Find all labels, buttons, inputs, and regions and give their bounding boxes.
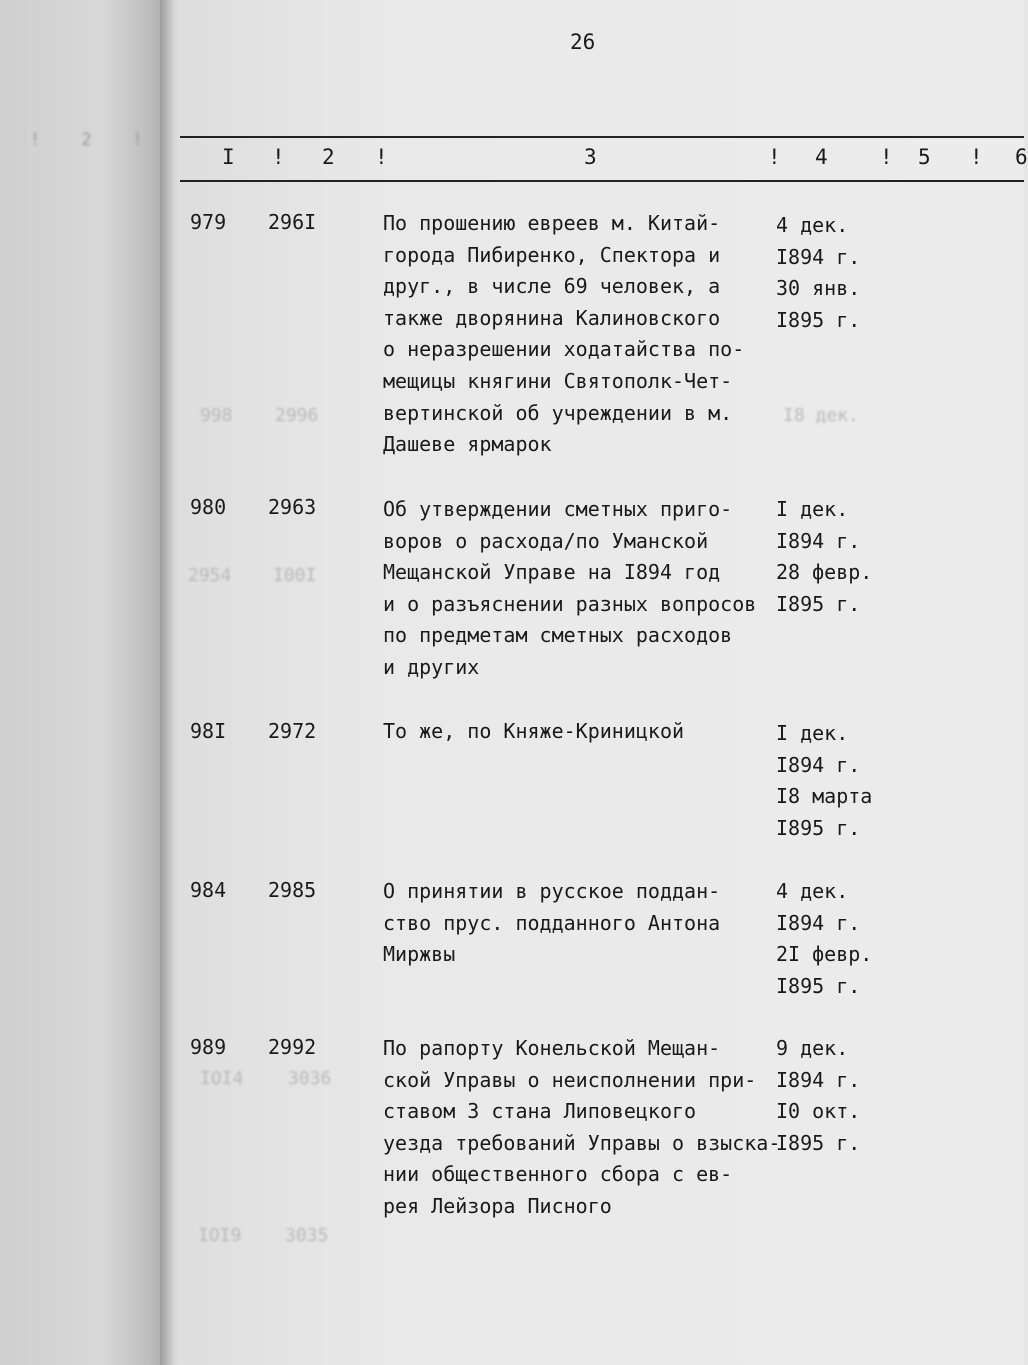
- description-line: ставом 3 стана Липовецкого: [383, 1099, 697, 1124]
- facing-page-header-fragment: [30, 130, 143, 150]
- header-col-6: 6: [1015, 145, 1028, 169]
- description-line: О принятии в русское поддан-: [383, 879, 721, 903]
- header-sep: !: [272, 145, 285, 169]
- facing-page-col: 2: [81, 130, 92, 150]
- description-line: Дашеве ярмарок: [383, 432, 552, 457]
- header-sep: !: [970, 145, 983, 169]
- date-line: I дек.: [776, 497, 849, 521]
- bleed-text: 998: [200, 405, 233, 426]
- entry-description: [383, 1033, 813, 1223]
- description-line: рея Лейзора Писного: [383, 1193, 612, 1218]
- description-line: По рапорту Конельской Мещан-: [383, 1036, 721, 1060]
- description-line: друг., в числе 69 человек, а: [383, 274, 721, 299]
- entry-number: 980: [190, 495, 227, 519]
- bleed-text: IOI4: [200, 1068, 244, 1089]
- entry-description: [383, 716, 813, 748]
- description-line: По прошению евреев м. Китай-: [383, 211, 721, 235]
- header-sep: !: [375, 145, 388, 169]
- header-sep: !: [880, 145, 893, 169]
- date-line: I0 окт.: [776, 1099, 861, 1124]
- header-col-4: 4: [815, 145, 828, 169]
- entry-number: 989: [190, 1035, 227, 1059]
- description-line: также дворянина Калиновского: [383, 305, 721, 330]
- entry-description: [383, 494, 813, 684]
- header-col-1: I: [222, 145, 235, 169]
- date-line: I8 марта: [776, 784, 873, 809]
- header-rule-bottom: [180, 180, 1024, 182]
- case-number: 2992: [268, 1035, 317, 1059]
- header-sep: !: [768, 145, 781, 169]
- date-line: I894 г.: [776, 244, 861, 269]
- description-line: То же, по Княже-Криницкой: [383, 719, 685, 743]
- description-line: и других: [383, 654, 480, 679]
- date-line: I895 г.: [776, 591, 861, 616]
- bleed-text: I00I: [273, 565, 317, 586]
- description-line: ской Управы о неисполнении при-: [383, 1067, 757, 1092]
- description-line: воров о расхода/по Уманской: [383, 528, 709, 553]
- date-line: I894 г.: [776, 528, 861, 553]
- date-line: 28 февр.: [776, 560, 873, 585]
- date-line: I895 г.: [776, 815, 861, 840]
- date-line: I895 г.: [776, 1130, 861, 1155]
- case-number: 2972: [268, 719, 317, 743]
- date-line: 4 дек.: [776, 879, 849, 903]
- book-gutter: [160, 0, 182, 1365]
- date-line: 4 дек.: [776, 213, 849, 237]
- bleed-text: 2954: [188, 565, 232, 586]
- date-line: 30 янв.: [776, 276, 861, 301]
- entry-dates: [776, 1033, 906, 1159]
- case-number: 296I: [268, 210, 317, 234]
- date-line: I894 г.: [776, 752, 861, 777]
- description-line: по предметам сметных расходов: [383, 623, 733, 648]
- entry-dates: [776, 210, 906, 336]
- description-line: ство прус. подданного Антона: [383, 910, 721, 935]
- description-line: Миржвы: [383, 942, 456, 967]
- date-line: I894 г.: [776, 910, 861, 935]
- description-line: и о разъяснении разных вопросов: [383, 591, 757, 616]
- description-line: вертинской об учреждении в м.: [383, 400, 733, 425]
- description-line: о неразрешении ходатайства по-: [383, 337, 745, 362]
- facing-page-sep: !: [132, 130, 143, 150]
- description-line: Об утверждении сметных приго-: [383, 497, 733, 521]
- case-number: 2985: [268, 878, 317, 902]
- entry-number: 979: [190, 210, 227, 234]
- entry-dates: [776, 494, 906, 620]
- description-line: уезда требований Управы о взыска-: [383, 1130, 781, 1155]
- description-line: Мещанской Управе на I894 год: [383, 560, 721, 585]
- document-page: [180, 0, 1028, 1365]
- description-line: города Пибиренко, Спектора и: [383, 242, 721, 267]
- header-col-5: 5: [918, 145, 931, 169]
- entry-description: [383, 208, 813, 461]
- entry-description: [383, 876, 813, 971]
- header-col-3: 3: [584, 145, 597, 169]
- facing-page: [0, 0, 170, 1365]
- header-col-2: 2: [322, 145, 335, 169]
- header-rule-top: [180, 136, 1024, 138]
- description-line: нии общественного сбора с ев-: [383, 1162, 733, 1187]
- entry-dates: [776, 718, 906, 844]
- date-line: I894 г.: [776, 1067, 861, 1092]
- date-line: 2I февр.: [776, 942, 873, 967]
- entry-number: 98I: [190, 719, 227, 743]
- date-line: 9 дек.: [776, 1036, 849, 1060]
- case-number: 2963: [268, 495, 317, 519]
- bleed-text: 3036: [288, 1068, 332, 1089]
- bleed-text: I8 дек.: [783, 405, 859, 426]
- facing-page-sep: !: [30, 130, 41, 150]
- description-line: мещицы княгини Святополк-Чет-: [383, 368, 733, 393]
- entry-number: 984: [190, 878, 227, 902]
- bleed-text: IOI9: [198, 1225, 242, 1246]
- date-line: I895 г.: [776, 307, 861, 332]
- bleed-text: 2996: [275, 405, 319, 426]
- page-number: 26: [570, 30, 596, 54]
- bleed-text: 3035: [285, 1225, 329, 1246]
- date-line: I895 г.: [776, 973, 861, 998]
- date-line: I дек.: [776, 721, 849, 745]
- entry-dates: [776, 876, 906, 1002]
